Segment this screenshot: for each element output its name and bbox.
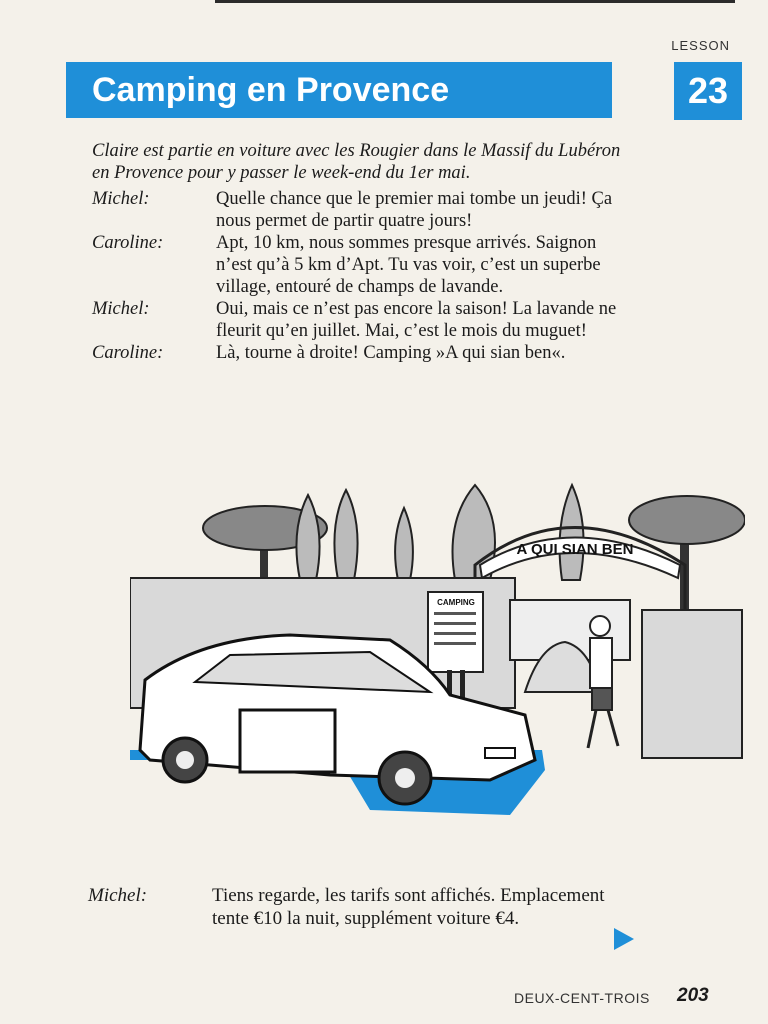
arch-sign-text: A QUI SIAN BEN bbox=[516, 541, 634, 558]
hedge-right bbox=[642, 610, 742, 758]
camping-illustration bbox=[130, 470, 745, 830]
speaker-name: Caroline: bbox=[92, 343, 164, 363]
lesson-label: LESSON bbox=[671, 38, 730, 53]
dialogue-line: Quelle chance que le premier mai tombe un jeudi! Ça nous permet de partir quatre jours! bbox=[216, 189, 613, 231]
page-number: 203 bbox=[677, 985, 709, 1006]
dialogue-line: Apt, 10 km, nous sommes presque arrivés. Saignon n’est qu’à 5 km d’Apt. Tu vas voir, c’est un superbe village, entouré de champs de lavande. bbox=[216, 233, 601, 297]
page-title: Camping en Provence bbox=[66, 62, 612, 118]
speaker-name: Michel: bbox=[92, 299, 150, 319]
lesson-number: 23 bbox=[674, 62, 742, 120]
speaker-name: Caroline: bbox=[92, 233, 164, 253]
dialogue-line: Tiens regarde, les tarifs sont affichés. Emplacement tente €10 la nuit, supplément voiture €4. bbox=[212, 885, 605, 929]
dialogue-block bbox=[92, 188, 632, 364]
dialogue-turn bbox=[92, 188, 632, 232]
page-number-words: DEUX-CENT-TROIS bbox=[514, 990, 650, 1006]
intro-text: Claire est partie en voiture avec les Rougier dans le Massif du Lubéron en Provence pour y passer le week-end du 1er mai. bbox=[92, 141, 621, 183]
top-rule bbox=[215, 0, 735, 3]
dialogue-line: Là, tourne à droite! Camping »A qui sian ben«. bbox=[216, 343, 566, 363]
speaker-name: Michel: bbox=[88, 885, 148, 906]
board-sign-text: CAMPING bbox=[437, 598, 475, 607]
dialogue-turn bbox=[92, 342, 632, 364]
dialogue-turn bbox=[88, 884, 608, 930]
triangle-right-icon[interactable] bbox=[612, 926, 636, 952]
dialogue-line: Oui, mais ce n’est pas encore la saison! La lavande ne fleurit qu’en juillet. Mai, c’est le mois du muguet! bbox=[216, 299, 617, 341]
dialogue-turn bbox=[92, 298, 632, 342]
speaker-name: Michel: bbox=[92, 189, 150, 209]
dialogue-turn bbox=[92, 232, 632, 298]
dialogue-bottom bbox=[88, 884, 608, 930]
